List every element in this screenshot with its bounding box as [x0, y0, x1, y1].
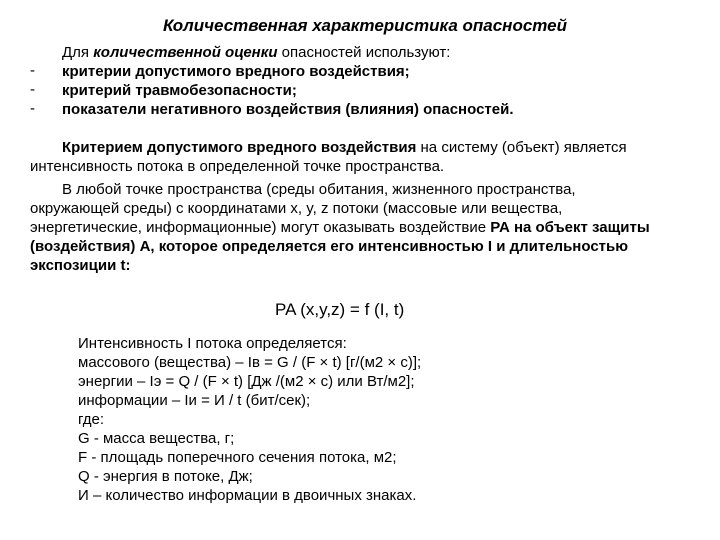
- para1-rest: на систему (объект) является: [416, 139, 627, 156]
- page-title: Количественная характеристика опасностей: [162, 16, 568, 35]
- intro-line: [62, 43, 450, 62]
- definition-line: G - масса вещества, г;: [78, 430, 235, 447]
- para2-line3-normal: энергетические, информационные) могут оказывать воздействие: [30, 219, 491, 236]
- intro-emphasis: количественной оценки: [93, 44, 278, 61]
- definition-line: F - площадь поперечного сечения потока, м2;: [78, 449, 397, 466]
- intro-prefix: Для: [62, 44, 94, 61]
- intro-suffix: опасностей используют:: [277, 44, 451, 61]
- definition-line: Интенсивность I потока определяется:: [78, 335, 347, 352]
- para2-line3-bold: РА на объект защиты: [490, 219, 650, 236]
- definition-line: энергии – Iэ = Q / (F × t) [Дж /(м2 × с) или Вт/м2];: [78, 373, 415, 390]
- para2-line1: В любой точке пространства (среды обитания, жизненного пространства,: [62, 181, 576, 198]
- definition-line: Q - энергия в потоке, Дж;: [78, 468, 253, 485]
- formula: PA (x,y,z) = f (I, t): [275, 300, 405, 319]
- definition-line: массового (вещества) – Iв = G / (F × t) [г/(м2 × с)];: [78, 354, 422, 371]
- para2-line5: экспозиции t:: [30, 257, 131, 274]
- list-marker: -: [30, 100, 35, 117]
- para2-line2: окружающей среды) с координатами x, y, z потоки (массовые или вещества,: [30, 200, 563, 217]
- definition-line: где:: [78, 411, 105, 428]
- para2-line4: (воздействия) А, которое определяется его интенсивностью I и длительностью: [30, 238, 629, 255]
- para2-line3: [30, 218, 650, 237]
- definition-line: И – количество информации в двоичных знаках.: [78, 487, 417, 504]
- para1-bold: Критерием допустимого вредного воздействия: [62, 139, 417, 156]
- list-item: критерии допустимого вредного воздействия;: [62, 63, 410, 80]
- list-item: показатели негативного воздействия (влияния) опасностей.: [62, 101, 514, 118]
- para1-line2: интенсивность потока в определенной точке пространства.: [30, 158, 445, 175]
- list-item: критерий травмобезопасности;: [62, 82, 297, 99]
- list-marker: -: [30, 62, 35, 79]
- para1-line1: [62, 138, 627, 157]
- definition-line: информации – Iи = И / t (бит/сек);: [78, 392, 311, 409]
- list-marker: -: [30, 81, 35, 98]
